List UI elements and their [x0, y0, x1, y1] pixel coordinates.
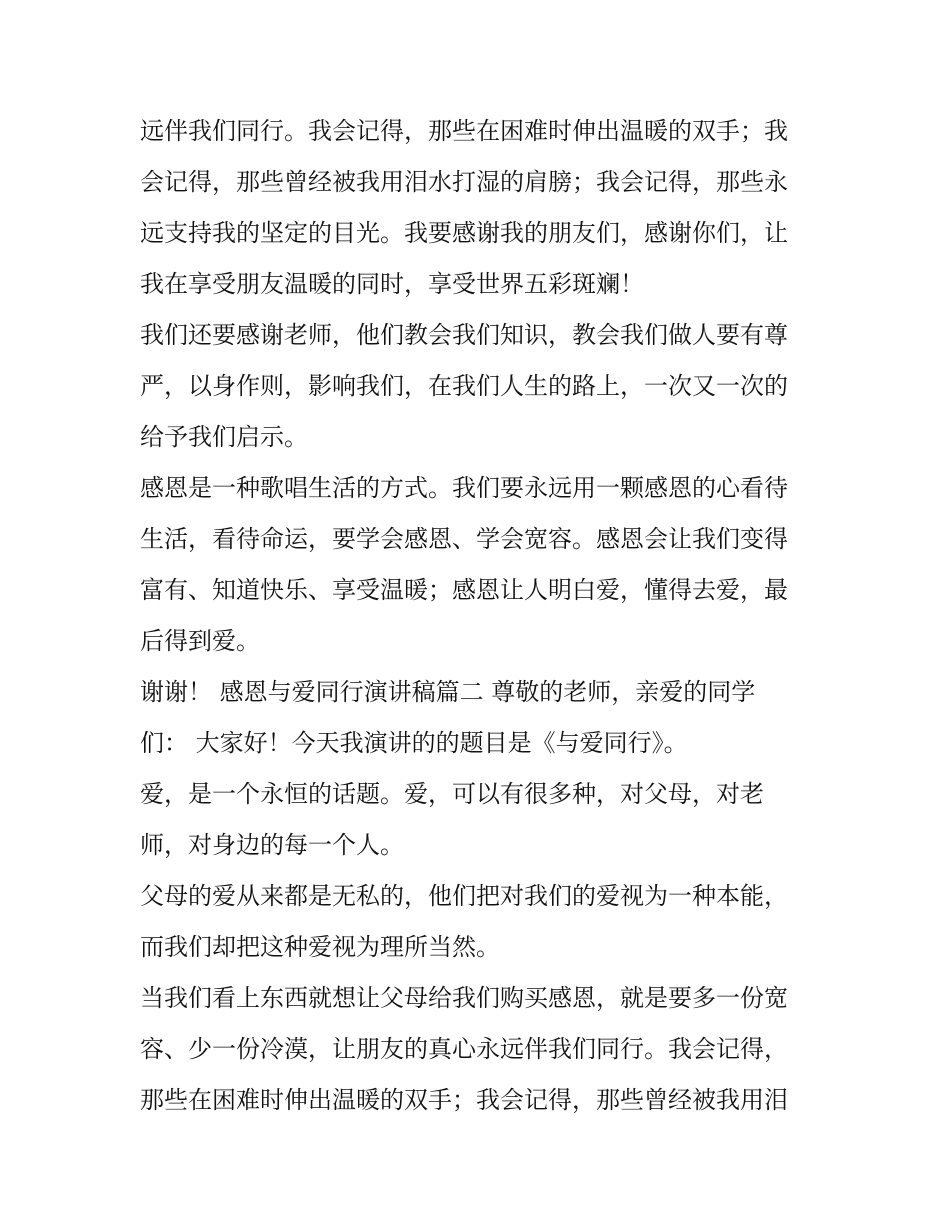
text-line: 远支持我的坚定的目光。我要感谢我的朋友们，感谢你们，让 — [140, 219, 788, 247]
text-line: 师，对身边的每一个人。 — [140, 831, 404, 859]
text-line: 们： 大家好！今天我演讲的的题目是《与爱同行》。 — [140, 729, 688, 757]
text-line: 父母的爱从来都是无私的，他们把对我们的爱视为一种本能， — [140, 882, 788, 910]
text-line: 感恩是一种歌唱生活的方式。我们要永远用一颗感恩的心看待 — [140, 474, 788, 502]
text-line: 爱，是一个永恒的话题。爱，可以有很多种，对父母，对老 — [140, 780, 764, 808]
text-line: 给予我们启示。 — [140, 423, 308, 451]
text-line: 富有、知道快乐、享受温暖；感恩让人明白爱，懂得去爱，最 — [140, 576, 788, 604]
text-line: 而我们却把这种爱视为理所当然。 — [140, 933, 500, 961]
text-line: 生活，看待命运，要学会感恩、学会宽容。感恩会让我们变得 — [140, 525, 788, 553]
document-body — [140, 106, 820, 1126]
text-line: 当我们看上东西就想让父母给我们购买感恩，就是要多一份宽 — [140, 984, 788, 1012]
text-line: 严，以身作则，影响我们，在我们人生的路上，一次又一次的 — [140, 372, 788, 400]
text-line: 谢谢！ 感恩与爱同行演讲稿篇二 尊敬的老师，亲爱的同学 — [140, 678, 756, 706]
text-line: 远伴我们同行。我会记得，那些在困难时伸出温暖的双手；我 — [140, 117, 788, 145]
text-line: 那些在困难时伸出温暖的双手；我会记得，那些曾经被我用泪 — [140, 1086, 788, 1114]
text-line: 容、少一份冷漠，让朋友的真心永远伴我们同行。我会记得， — [140, 1035, 788, 1063]
text-line: 后得到爱。 — [140, 627, 260, 655]
text-line: 会记得，那些曾经被我用泪水打湿的肩膀；我会记得，那些永 — [140, 168, 788, 196]
text-line: 我们还要感谢老师，他们教会我们知识，教会我们做人要有尊 — [140, 321, 788, 349]
text-line: 我在享受朋友温暖的同时，享受世界五彩斑斓！ — [140, 270, 644, 298]
